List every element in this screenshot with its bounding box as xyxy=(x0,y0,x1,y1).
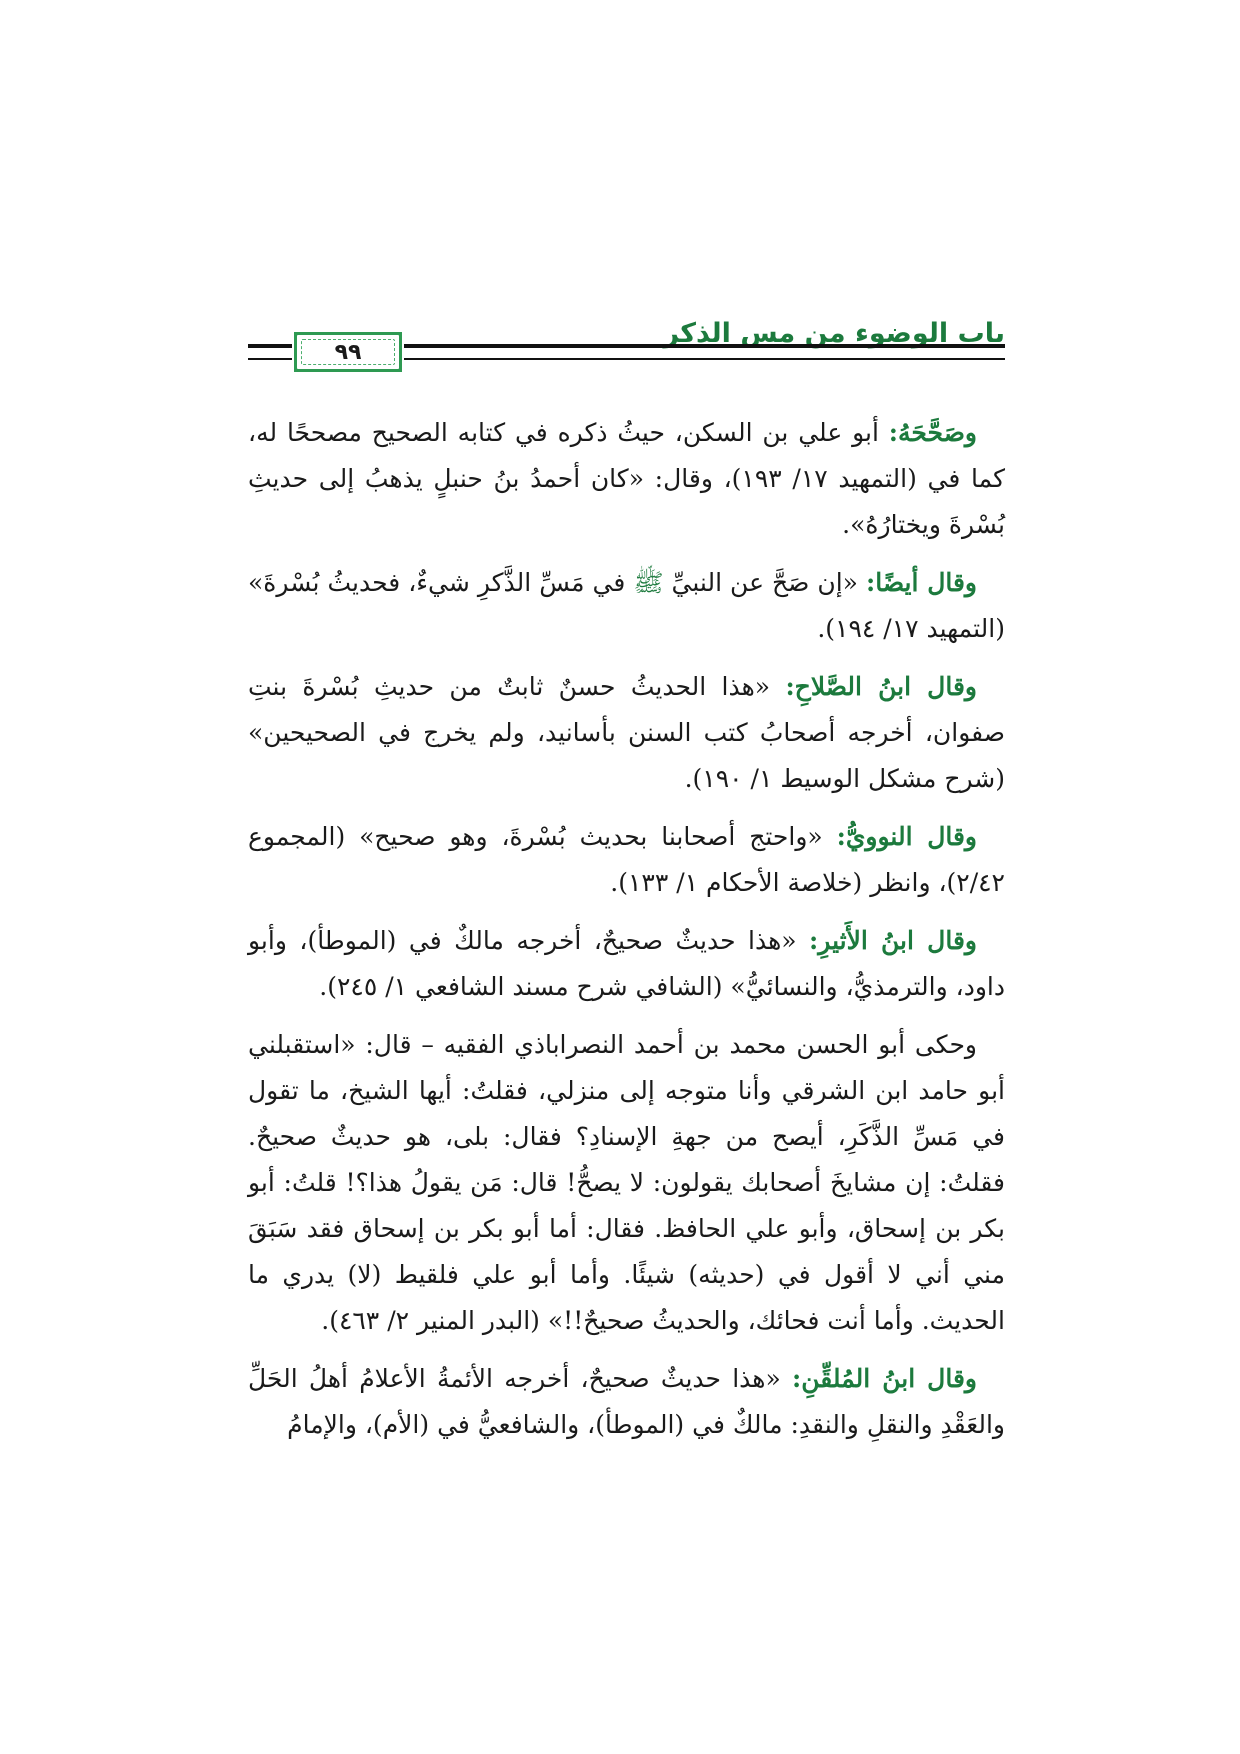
page-header xyxy=(248,318,1005,388)
paragraph-al-nasrabadhi-story xyxy=(248,1022,1005,1344)
paragraph-lead: وصَحَّحَهُ: xyxy=(888,418,977,447)
page-number: ٩٩ xyxy=(334,340,362,365)
paragraph-lead: وقال ابنُ الأَثيرِ: xyxy=(809,926,977,955)
header-rule-right-top xyxy=(404,344,1005,348)
page-body xyxy=(248,410,1005,1460)
paragraph-text: وحكى أبو الحسن محمد بن أحمد النصراباذي الفقيه – قال: «استقبلني أبو حامد ابن الشرقي وأنا متوجه إلى منزلي، فقلتُ: أيها الشيخ، ما تقول في مَسِّ الذَّكَرِ، أيصح من جهةِ الإسنادِ؟ فقال: بلى، هو حديثٌ صحيحٌ. فقلتُ: إن مشايخَ أصحابك يقولون: لا يصحُّ! قال: مَن يقولُ هذا؟! قلتُ: أبو بكر بن إسحاق، وأبو علي الحافظ. فقال: أما أبو بكر بن إسحاق فقد سَبَقَ مني أني لا أقول في (حديثه) شيئًا. وأما أبو علي فلقيط (لا) يدري ما الحديث. وأما أنت فحائك، والحديثُ صحيحٌ!!» (البدر المنير ٢/ ٤٦٣). xyxy=(248,1030,1005,1335)
paragraph-ibn-al-athir xyxy=(248,918,1005,1010)
paragraph-lead: وقال أيضًا: xyxy=(866,568,978,597)
chapter-title: باب الوضوء من مس الذكر xyxy=(663,318,1005,349)
paragraph-al-nawawi xyxy=(248,814,1005,906)
paragraph-ibn-al-salah xyxy=(248,664,1005,802)
paragraph-also-said xyxy=(248,560,1005,652)
page-number-badge xyxy=(294,332,402,372)
header-rule-left-top xyxy=(248,344,292,348)
salutation-glyph: ﷺ xyxy=(633,568,664,597)
header-rule-left-bottom xyxy=(248,358,292,360)
paragraph-lead: وقال ابنُ المُلقِّنِ: xyxy=(792,1364,977,1393)
paragraph-text: أبو علي بن السكن، حيثُ ذكره في كتابه الصحيح مصححًا له، كما في (التمهيد ١٧/ ١٩٣)، وقال: «كان أحمدُ بنُ حنبلٍ يذهبُ إلى حديثِ بُسْرةَ ويختارُهُ». xyxy=(248,418,1005,539)
paragraph-text: «هذا حديثٌ صحيحٌ، أخرجه الأئمةُ الأعلامُ أهلُ الحَلِّ والعَقْدِ والنقلِ والنقدِ: مالكٌ في (الموطأ)، والشافعيُّ في (الأم)، والإمامُ xyxy=(248,1364,1005,1439)
paragraph-lead: وقال ابنُ الصَّلاحِ: xyxy=(785,672,977,701)
paragraph-lead: وقال النوويُّ: xyxy=(836,822,978,851)
paragraph-text: «هذا الحديثُ حسنٌ ثابتٌ من حديثِ بُسْرةَ بنتِ صفوان، أخرجه أصحابُ كتب السنن بأسانيد، ولم يخرج في الصحيحين» (شرح مشكل الوسيط ١/ ١٩٠). xyxy=(248,672,1005,793)
paragraph-ibn-al-sakan xyxy=(248,410,1005,548)
paragraph-text: «إن صَحَّ عن النبيِّ xyxy=(663,568,866,597)
header-rule-right-bottom xyxy=(404,358,1005,360)
paragraph-text: «واحتج أصحابنا بحديث بُسْرةَ، وهو صحيح» (المجموع ٢/٤٢)، وانظر (خلاصة الأحكام ١/ ١٣٣). xyxy=(248,822,1005,897)
paragraph-ibn-al-mulaqqin xyxy=(248,1356,1005,1448)
paragraph-text: «هذا حديثٌ صحيحٌ، أخرجه مالكٌ في (الموطأ)، وأبو داود، والترمذيُّ، والنسائيُّ» (الشافي شرح مسند الشافعي ١/ ٢٤٥). xyxy=(248,926,1005,1001)
paragraph-text: في مَسِّ الذَّكرِ شيءٌ، فحديثُ بُسْرةَ» (التمهيد ١٧/ ١٩٤). xyxy=(248,568,1005,643)
